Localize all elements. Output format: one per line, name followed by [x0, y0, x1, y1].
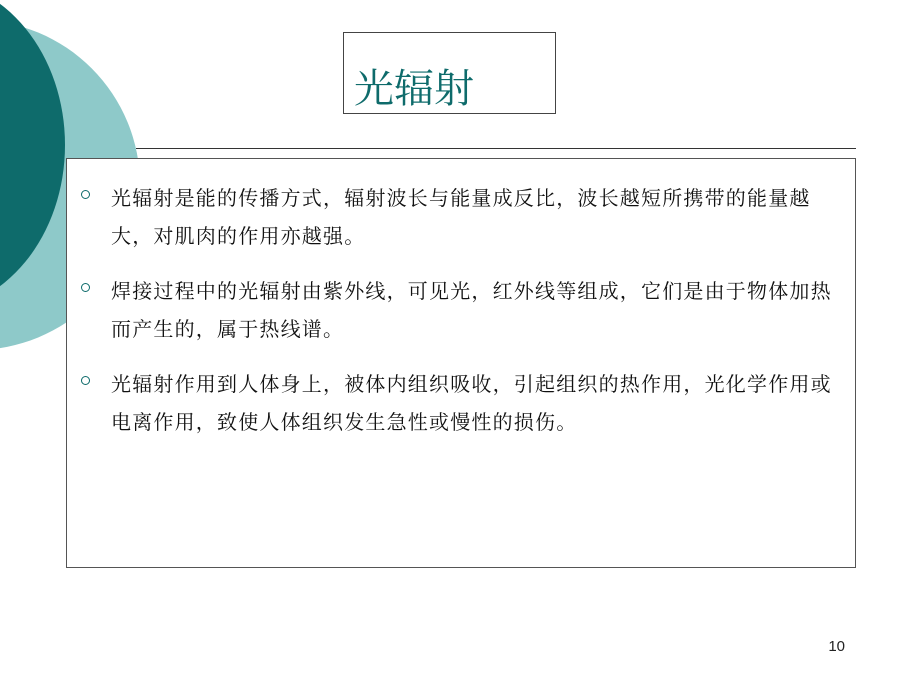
bullet-text: 光辐射作用到人体身上，被体内组织吸收，引起组织的热作用，光化学作用或电离作用，致使人体组织发生急性或慢性的损伤。	[111, 372, 832, 434]
bullet-list	[67, 159, 855, 441]
bullet-text: 焊接过程中的光辐射由紫外线，可见光，红外线等组成，它们是由于物体加热而产生的，属于热线谱。	[111, 279, 832, 341]
bullet-item	[81, 179, 837, 255]
content-box	[66, 158, 856, 568]
bullet-circle-icon	[81, 376, 90, 385]
title-box	[343, 32, 556, 114]
page-number: 10	[828, 638, 845, 655]
bullet-text: 光辐射是能的传播方式，辐射波长与能量成反比，波长越短所携带的能量越大，对肌肉的作用亦越强。	[111, 186, 811, 248]
bullet-circle-icon	[81, 283, 90, 292]
title-divider	[136, 148, 856, 149]
bullet-item	[81, 365, 837, 441]
bullet-circle-icon	[81, 190, 90, 199]
slide-title: 光辐射	[354, 66, 474, 112]
bullet-item	[81, 272, 837, 348]
